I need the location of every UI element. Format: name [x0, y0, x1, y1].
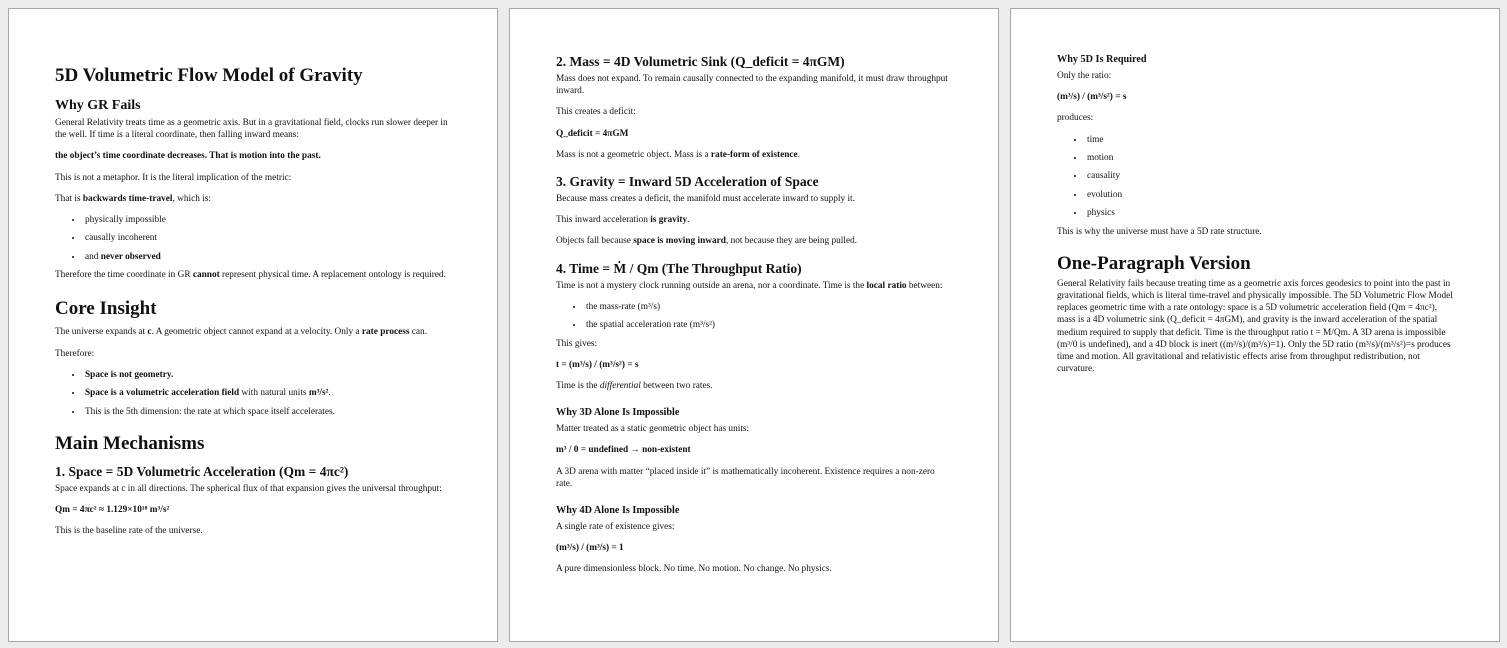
paragraph: Space expands at c in all directions. The spherical flux of that expansion gives the universal throughput:	[55, 483, 442, 494]
paragraph: produces:	[1057, 113, 1094, 124]
text: Mass is not a geometric object. Mass is a	[556, 149, 711, 160]
text-bold: is gravity	[650, 215, 688, 226]
subsection-heading-space: 1. Space = 5D Volumetric Acceleration (Qm = 4πc²)	[55, 463, 349, 479]
paragraph-bold: the object’s time coordinate decreases. That is motion into the past.	[55, 151, 321, 162]
text-bold: Space is a volumetric acceleration field	[85, 388, 240, 399]
subsection-heading-gravity: 3. Gravity = Inward 5D Acceleration of Space	[556, 174, 819, 190]
paragraph	[55, 326, 451, 338]
paragraph	[556, 235, 952, 247]
formula: m³ / 0 = undefined → non-existent	[556, 445, 691, 456]
list-item: • the spatial acceleration rate (m³/s²)	[584, 319, 952, 331]
text-bold: m³/s²	[308, 388, 329, 399]
list-item: • motion	[1085, 152, 1453, 164]
text-bold: never observed	[100, 251, 161, 262]
text-bold: c	[147, 327, 152, 338]
text-bold: rate-form of existence	[710, 149, 798, 160]
paragraph: This creates a deficit:	[556, 107, 636, 118]
subsection-heading-why-4d: Why 4D Alone Is Impossible	[556, 505, 680, 517]
list-item: • physically impossible	[83, 214, 451, 226]
text-italic: differential	[599, 381, 641, 392]
page-1-content	[55, 64, 451, 546]
formula: t = (m³/s) / (m³/s²) = s	[556, 359, 639, 370]
summary-paragraph: General Relativity fails because treating time as a geometric axis forces geodesics to point into the past in gravitational fields, which is literal time-travel and physically impossible. The 5D Volumetric Flow Model replaces geometric time with a rate ontology: space is a 5D volumetric acceleration field (Qm = 4πc²), mass is a 4D volumetric sink (Q_deficit = 4πGM), and gravity is the inward acceleration of the spatial medium required to supply that deficit. Time is the throughput ratio t = M/Qm. A 3D arena is impossible (m³/0 is undefined), and a 4D block is inert ((m³/s)/(m³/s)=1). Only the 5D ratio (m³/s)/(m³/s²)=s produces time and motion. All gravitational and relativistic effects arise from throughput redistribution, not curvature.	[1057, 278, 1453, 375]
paragraph	[556, 380, 952, 392]
paragraph: Because mass creates a deficit, the manifold must accelerate inward to supply it.	[556, 194, 855, 205]
document-page-2	[509, 8, 999, 642]
bullet-list	[1057, 134, 1453, 220]
text: Therefore the time coordinate in GR	[55, 270, 193, 281]
formula: (m³/s) / (m³/s²) = s	[1057, 92, 1127, 103]
list-item: • Space is not geometry.	[83, 369, 451, 381]
list-item: • causality	[1085, 170, 1453, 182]
paragraph	[55, 269, 451, 281]
text-bold: local ratio	[866, 280, 907, 291]
text-bold: cannot	[192, 270, 220, 281]
paragraph	[556, 214, 952, 226]
paragraph	[556, 280, 952, 292]
text-bold: space is moving inward	[633, 236, 726, 247]
paragraph: This gives:	[556, 338, 598, 349]
document-page-3	[1010, 8, 1500, 642]
list-item	[83, 251, 451, 263]
text: and	[85, 251, 101, 262]
bullet-list	[55, 214, 451, 263]
bullet-list	[55, 369, 451, 418]
paragraph: Matter treated as a static geometric object has units:	[556, 424, 750, 435]
paragraph: A pure dimensionless block. No time. No motion. No change. No physics.	[556, 564, 832, 575]
subsection-heading-why-3d: Why 3D Alone Is Impossible	[556, 407, 680, 419]
paragraph: This is not a metaphor. It is the literal implication of the metric:	[55, 172, 292, 183]
paragraph: A single rate of existence gives:	[556, 522, 675, 533]
text: That is	[55, 193, 83, 204]
text: .	[687, 215, 690, 226]
text: Time is the	[556, 381, 600, 392]
text: .	[797, 149, 800, 160]
text-bold: backwards time-travel	[82, 193, 173, 204]
subsection-heading-mass: 2. Mass = 4D Volumetric Sink (Q_deficit = 4πGM)	[556, 54, 845, 69]
section-heading-core-insight: Core Insight	[55, 298, 157, 320]
list-item: • the mass-rate (m³/s)	[584, 301, 952, 313]
list-item: • physics	[1085, 207, 1453, 219]
paragraph: This is the baseline rate of the universe.	[55, 526, 203, 537]
list-item	[83, 387, 451, 399]
document-title: 5D Volumetric Flow Model of Gravity	[55, 65, 363, 86]
paragraph: This is why the universe must have a 5D rate structure.	[1057, 226, 1262, 237]
section-heading-main-mechanisms: Main Mechanisms	[55, 432, 205, 454]
text: Objects fall because	[556, 236, 634, 247]
text: , not because they are being pulled.	[725, 236, 858, 247]
formula: (m³/s) / (m³/s) = 1	[556, 543, 624, 554]
text: Time is not a mystery clock running outside an arena, nor a coordinate. Time is the	[556, 280, 867, 291]
text: represent physical time. A replacement ontology is required.	[219, 270, 446, 281]
formula: Qm = 4πc² ≈ 1.129×10¹⁸ m³/s²	[55, 504, 170, 515]
text: between:	[906, 280, 943, 291]
paragraph: A 3D arena with matter “placed inside it” is mathematically incoherent. Existence requires a non-zero rate.	[556, 466, 935, 489]
text: with natural units	[239, 388, 309, 399]
section-heading-why-gr-fails: Why GR Fails	[55, 98, 141, 113]
paragraph: Therefore:	[55, 348, 95, 359]
list-item: • evolution	[1085, 189, 1453, 201]
paragraph	[55, 193, 451, 205]
paragraph: Mass does not expand. To remain causally connected to the expanding manifold, it must draw throughput inward.	[556, 74, 948, 97]
paragraph: General Relativity treats time as a geometric axis. But in a gravitational field, clocks run slower deeper in the well. If time is a literal coordinate, then falling inward means:	[55, 118, 448, 141]
text: The universe expands at	[55, 327, 148, 338]
paragraph	[556, 149, 952, 161]
text-bold: rate process	[361, 327, 410, 338]
text: between two rates.	[640, 381, 713, 392]
text: .	[328, 388, 331, 399]
subsection-heading-time: 4. Time = Ṁ / Qm (The Throughput Ratio)	[556, 260, 802, 276]
list-item: • causally incoherent	[83, 232, 451, 244]
paragraph: Only the ratio:	[1057, 71, 1112, 81]
text: can.	[409, 327, 428, 338]
page-3-content	[1057, 53, 1453, 384]
formula: Q_deficit = 4πGM	[556, 128, 629, 139]
page-2-content	[556, 53, 952, 585]
subsection-heading-why-5d: Why 5D Is Required	[1057, 54, 1147, 65]
section-heading-one-paragraph: One-Paragraph Version	[1057, 252, 1251, 274]
text: This inward acceleration	[556, 215, 651, 226]
bullet-list	[556, 301, 952, 332]
text: . A geometric object cannot expand at a velocity. Only a	[151, 327, 362, 338]
document-page-1	[8, 8, 498, 642]
list-item: • time	[1085, 134, 1453, 146]
text: , which is:	[172, 193, 211, 204]
list-item: • This is the 5th dimension: the rate at which space itself accelerates.	[83, 406, 451, 418]
